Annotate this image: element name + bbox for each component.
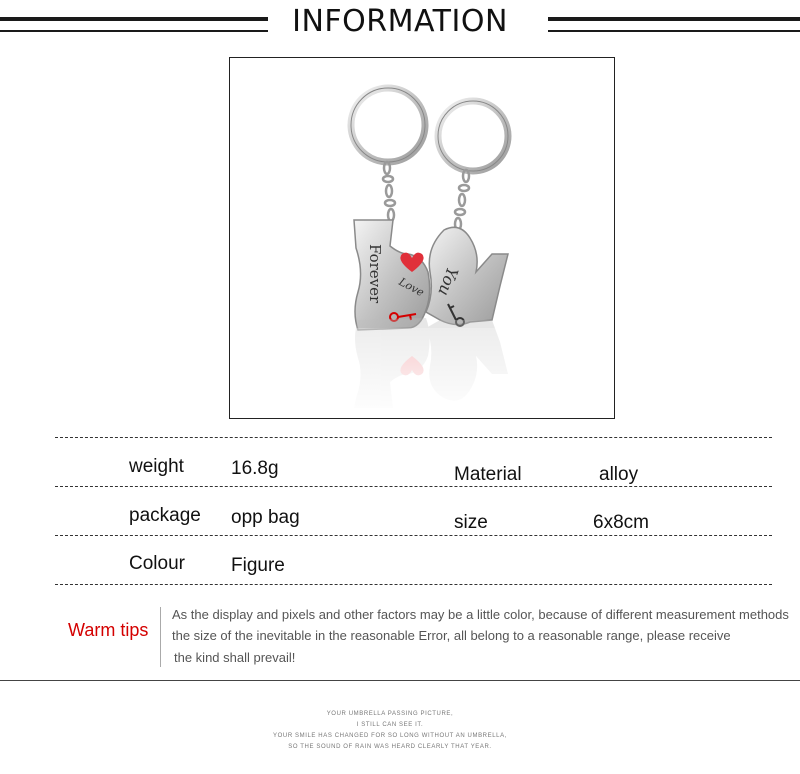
package-value: opp bag: [231, 507, 300, 528]
material-label: Material: [454, 464, 522, 485]
engraving-you: You: [434, 264, 463, 299]
spec-divider: [55, 486, 772, 487]
footer-rule: [0, 680, 800, 681]
right-chain: [455, 170, 469, 230]
spec-divider: [55, 437, 772, 438]
footer-poem-line: SO THE SOUND OF RAIN WAS HEARD CLEARLY THAT YEAR.: [288, 744, 492, 750]
header-rule-right-thin: [548, 30, 800, 32]
warm-tips-label: Warm tips: [68, 620, 149, 640]
footer-poem-line: YOUR SMILE HAS CHANGED FOR SO LONG WITHOUT AN UMBRELLA,: [273, 733, 507, 739]
engraving-forever: Forever: [366, 244, 384, 304]
size-value: 6x8cm: [593, 512, 649, 533]
engraving-love: Love: [396, 275, 427, 300]
package-label: package: [129, 505, 201, 526]
left-chain: [383, 162, 395, 221]
spec-divider: [55, 535, 772, 536]
warm-tips-line: the kind shall prevail!: [174, 650, 296, 665]
footer-poem-line: YOUR UMBRELLA PASSING PICTURE,: [326, 711, 454, 717]
spec-divider: [55, 584, 772, 585]
warm-tips-line: As the display and pixels and other factors may be a little color, because of different measurement methods: [172, 607, 789, 622]
weight-value: 16.8g: [231, 458, 279, 479]
right-pendant: [426, 227, 508, 324]
header-rule-right-thick: [548, 17, 800, 21]
colour-value: Figure: [231, 555, 285, 576]
footer-poem-line: I STILL CAN SEE IT.: [356, 722, 424, 728]
product-photo: [230, 58, 614, 418]
product-photo-frame: [229, 57, 615, 419]
size-label: size: [454, 512, 488, 533]
page-title: INFORMATION: [292, 4, 508, 39]
warm-tips-line: the size of the inevitable in the reasonable Error, all belong to a reasonable range, please receive: [172, 628, 731, 643]
weight-label: weight: [129, 456, 184, 477]
material-value: alloy: [599, 464, 639, 485]
warm-tips-divider: [160, 607, 161, 667]
colour-label: Colour: [129, 553, 185, 574]
